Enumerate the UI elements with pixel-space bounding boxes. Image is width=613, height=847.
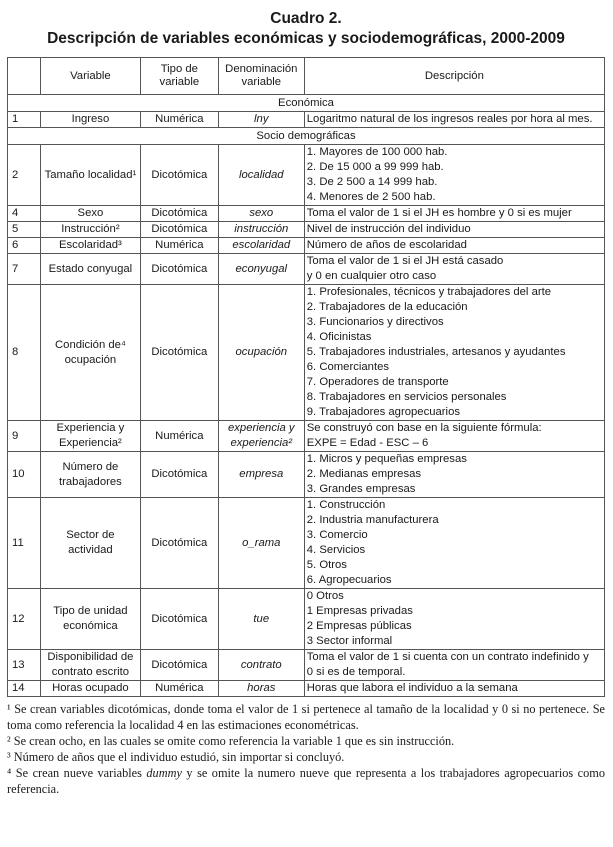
row-number: 11 [8, 498, 41, 589]
description-line: 4. Menores de 2 500 hab. [306, 191, 436, 203]
header-num [8, 58, 41, 95]
row-number: 6 [8, 238, 41, 254]
row-tipo: Numérica [140, 112, 218, 128]
row-denominacion: o_rama [218, 498, 304, 589]
footnote-2: ² Se crean ocho, en las cuales se omite como referencia la variable 1 que es sin instrucción. [7, 734, 455, 748]
description-line: 2 Empresas públicas [306, 620, 412, 632]
row-descripcion [304, 145, 604, 206]
row-number: 2 [8, 145, 41, 206]
row-descripcion [304, 650, 604, 681]
description-line: 1 Empresas privadas [306, 605, 413, 617]
row-denominacion: localidad [218, 145, 304, 206]
footnote-3: ³ Número de años que el individuo estudió, sin importar si concluyó. [7, 750, 345, 764]
table-row [8, 421, 605, 452]
description-line: Nivel de instrucción del individuo [306, 223, 471, 235]
description-line: 9. Trabajadores agropecuarios [306, 406, 460, 418]
description-line: Número de años de escolaridad [306, 239, 467, 251]
row-tipo: Dicotómica [140, 589, 218, 650]
row-number: 5 [8, 222, 41, 238]
description-line: EXPE = Edad - ESC – 6 [306, 437, 429, 449]
row-descripcion [304, 222, 604, 238]
table-row [8, 238, 605, 254]
row-descripcion [304, 254, 604, 285]
table-row [8, 681, 605, 697]
row-denominacion: instrucción [218, 222, 304, 238]
table-row [8, 222, 605, 238]
description-line: 1. Micros y pequeñas empresas [306, 453, 467, 465]
row-variable: Tipo de unidad económica [40, 589, 140, 650]
row-descripcion [304, 452, 604, 498]
row-descripcion [304, 238, 604, 254]
row-number: 12 [8, 589, 41, 650]
row-variable: Horas ocupado [40, 681, 140, 697]
row-tipo: Numérica [140, 681, 218, 697]
row-denominacion: experiencia y experiencia² [218, 421, 304, 452]
description-line: Toma el valor de 1 si el JH está casado [306, 255, 504, 267]
footnote-4-text-b: y se omite la numero nueve que representa a los trabajadores agropecuarios como referencia. [7, 766, 605, 796]
description-line: 2. De 15 000 a 99 999 hab. [306, 161, 444, 173]
description-line: 1. Profesionales, técnicos y trabajadores del arte [306, 286, 552, 298]
row-denominacion: horas [218, 681, 304, 697]
table-row [8, 254, 605, 285]
description-line: Logaritmo natural de los ingresos reales por hora al mes. [306, 113, 593, 125]
row-number: 7 [8, 254, 41, 285]
description-line: 3. Comercio [306, 529, 368, 541]
section-sociodemograficas-label: Socio demográficas [8, 128, 605, 145]
row-tipo: Dicotómica [140, 650, 218, 681]
row-descripcion [304, 681, 604, 697]
description-line: 1. Construcción [306, 499, 386, 511]
row-variable: Sexo [40, 206, 140, 222]
row-tipo: Dicotómica [140, 206, 218, 222]
description-line: 2. Industria manufacturera [306, 514, 439, 526]
table-row [8, 498, 605, 589]
description-line: 6. Comerciantes [306, 361, 390, 373]
table-row [8, 285, 605, 421]
row-variable: Estado conyugal [40, 254, 140, 285]
header-variable: Variable [40, 58, 140, 95]
header-tipo: Tipo de variable [140, 58, 218, 95]
row-number: 1 [8, 112, 41, 128]
row-variable: Instrucción² [40, 222, 140, 238]
row-tipo: Numérica [140, 238, 218, 254]
description-line: Toma el valor de 1 si cuenta con un contrato indefinido y [306, 651, 589, 663]
row-descripcion [304, 285, 604, 421]
table-row [8, 650, 605, 681]
row-denominacion: empresa [218, 452, 304, 498]
row-denominacion: lny [218, 112, 304, 128]
description-line: 5. Trabajadores industriales, artesanos y ayudantes [306, 346, 566, 358]
footnote-4-dummy: dummy [146, 766, 182, 780]
row-tipo: Dicotómica [140, 498, 218, 589]
row-descripcion [304, 112, 604, 128]
footnote-4-text-a: ⁴ Se crean nueve variables [7, 766, 147, 780]
description-line: Se construyó con base en la siguiente fórmula: [306, 422, 542, 434]
table-row [8, 452, 605, 498]
description-line: 0 Otros [306, 590, 344, 602]
description-line: Toma el valor de 1 si el JH es hombre y 0 si es mujer [306, 207, 572, 219]
row-tipo: Dicotómica [140, 452, 218, 498]
row-denominacion: ocupación [218, 285, 304, 421]
row-variable: Número de trabajadores [40, 452, 140, 498]
section-sociodemograficas [8, 128, 605, 145]
description-line: 3. Funcionarios y directivos [306, 316, 444, 328]
description-line: 2. Trabajadores de la educación [306, 301, 468, 313]
row-number: 8 [8, 285, 41, 421]
row-descripcion [304, 589, 604, 650]
row-number: 13 [8, 650, 41, 681]
description-line: 4. Oficinistas [306, 331, 372, 343]
row-descripcion [304, 421, 604, 452]
table-row [8, 589, 605, 650]
description-line: Horas que labora el individuo a la semana [306, 682, 518, 694]
row-descripcion [304, 206, 604, 222]
description-line: 4. Servicios [306, 544, 366, 556]
description-line: 1. Mayores de 100 000 hab. [306, 146, 448, 158]
header-row [8, 58, 605, 95]
table-row [8, 145, 605, 206]
header-denominacion: Denominación variable [218, 58, 304, 95]
row-tipo: Dicotómica [140, 254, 218, 285]
footnotes [7, 701, 605, 797]
row-tipo: Dicotómica [140, 222, 218, 238]
row-variable: Sector de actividad [40, 498, 140, 589]
description-line: y 0 en cualquier otro caso [306, 270, 437, 282]
row-tipo: Dicotómica [140, 145, 218, 206]
variables-table [7, 57, 605, 697]
section-economica [8, 95, 605, 112]
row-denominacion: escolaridad [218, 238, 304, 254]
table-number: Cuadro 2. [270, 10, 342, 27]
row-variable: Tamaño localidad¹ [40, 145, 140, 206]
row-denominacion: contrato [218, 650, 304, 681]
row-denominacion: econyugal [218, 254, 304, 285]
header-descripcion: Descripción [304, 58, 604, 95]
footnote-1: ¹ Se crean variables dicotómicas, donde toma el valor de 1 si pertenece al tamaño de la localidad y 0 si no pertenece. Se toma como referencia la localidad 4 en las estimaciones econométricas. [7, 702, 605, 732]
row-number: 10 [8, 452, 41, 498]
row-variable: Condición de⁴ ocupación [40, 285, 140, 421]
row-tipo: Dicotómica [140, 285, 218, 421]
description-line: 7. Operadores de transporte [306, 376, 449, 388]
description-line: 8. Trabajadores en servicios personales [306, 391, 507, 403]
description-line: 3. Grandes empresas [306, 483, 416, 495]
table-caption: Descripción de variables económicas y sociodemográficas, 2000-2009 [47, 30, 565, 47]
row-variable: Experiencia y Experiencia² [40, 421, 140, 452]
description-line: 3. De 2 500 a 14 999 hab. [306, 176, 438, 188]
table-title [7, 9, 605, 49]
row-descripcion [304, 498, 604, 589]
description-line: 5. Otros [306, 559, 347, 571]
description-line: 3 Sector informal [306, 635, 393, 647]
footnote-4 [7, 765, 605, 797]
row-number: 4 [8, 206, 41, 222]
description-line: 6. Agropecuarios [306, 574, 392, 586]
row-denominacion: sexo [218, 206, 304, 222]
row-number: 9 [8, 421, 41, 452]
row-variable: Escolaridad³ [40, 238, 140, 254]
row-number: 14 [8, 681, 41, 697]
row-tipo: Numérica [140, 421, 218, 452]
row-denominacion: tue [218, 589, 304, 650]
table-row [8, 112, 605, 128]
row-variable: Disponibilidad de contrato escrito [40, 650, 140, 681]
table-body [8, 95, 605, 697]
description-line: 0 si es de temporal. [306, 666, 406, 678]
row-variable: Ingreso [40, 112, 140, 128]
section-economica-label: Económica [8, 95, 605, 112]
table-row [8, 206, 605, 222]
description-line: 2. Medianas empresas [306, 468, 422, 480]
